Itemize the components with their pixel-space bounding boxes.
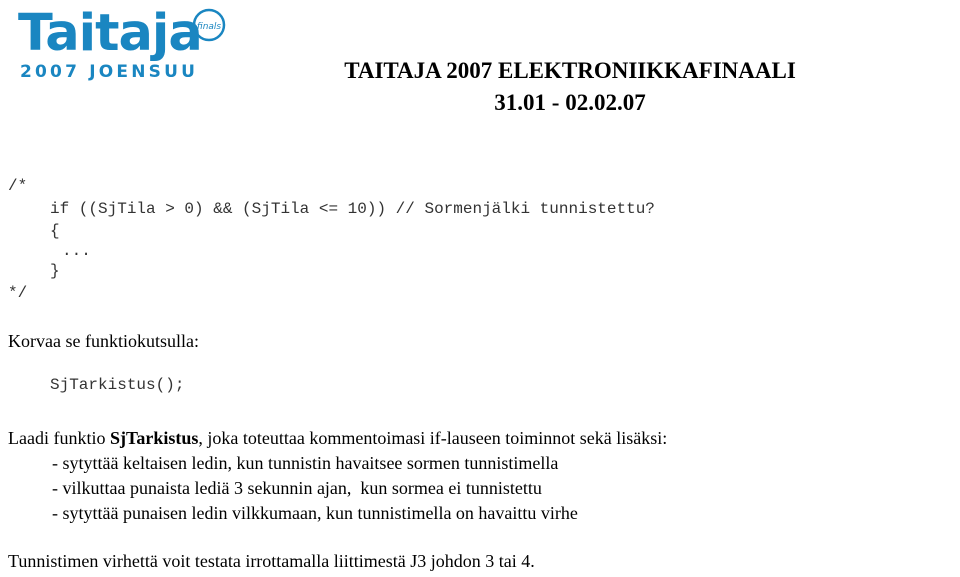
task-prefix: Laadi funktio bbox=[8, 428, 110, 448]
code-open-brace: { bbox=[50, 222, 60, 240]
task-description bbox=[8, 427, 667, 449]
footer-note: Tunnistimen virhettä voit testata irrottamalla liittimestä J3 johdon 3 tai 4. bbox=[8, 551, 535, 571]
logo-wordmark: Taitaja bbox=[18, 4, 202, 63]
replace-intro: Korvaa se funktiokutsulla: bbox=[8, 331, 199, 351]
svg-text:finals: finals bbox=[196, 22, 222, 32]
taitaja-logo bbox=[14, 6, 230, 86]
page-title: TAITAJA 2007 ELEKTRONIIKKAFINAALI bbox=[344, 58, 796, 83]
function-call: SjTarkistus(); bbox=[50, 376, 185, 394]
list-item: - sytyttää punaisen ledin vilkkumaan, kun tunnistimella on havaittu virhe bbox=[52, 503, 578, 523]
task-suffix: , joka toteuttaa kommentoimasi if-lauseen toiminnot sekä lisäksi: bbox=[198, 428, 668, 448]
code-ellipsis: ... bbox=[62, 242, 91, 260]
page-dates: 31.01 - 02.02.07 bbox=[494, 90, 646, 115]
list-item: - sytyttää keltaisen ledin, kun tunnistin havaitsee sormen tunnistimella bbox=[52, 453, 559, 473]
logo-subtitle: 2007 JOENSUU bbox=[20, 62, 199, 82]
code-if-line: if ((SjTila > 0) && (SjTila <= 10)) // Sormenjälki tunnistettu? bbox=[50, 200, 655, 218]
comment-open: /* bbox=[8, 177, 28, 195]
finals-badge-icon bbox=[192, 8, 226, 42]
task-function-name: SjTarkistus bbox=[109, 428, 199, 448]
code-close-brace: } bbox=[50, 262, 60, 280]
comment-close: */ bbox=[8, 284, 28, 302]
list-item: - vilkuttaa punaista lediä 3 sekunnin ajan, kun sormea ei tunnistettu bbox=[52, 478, 542, 498]
